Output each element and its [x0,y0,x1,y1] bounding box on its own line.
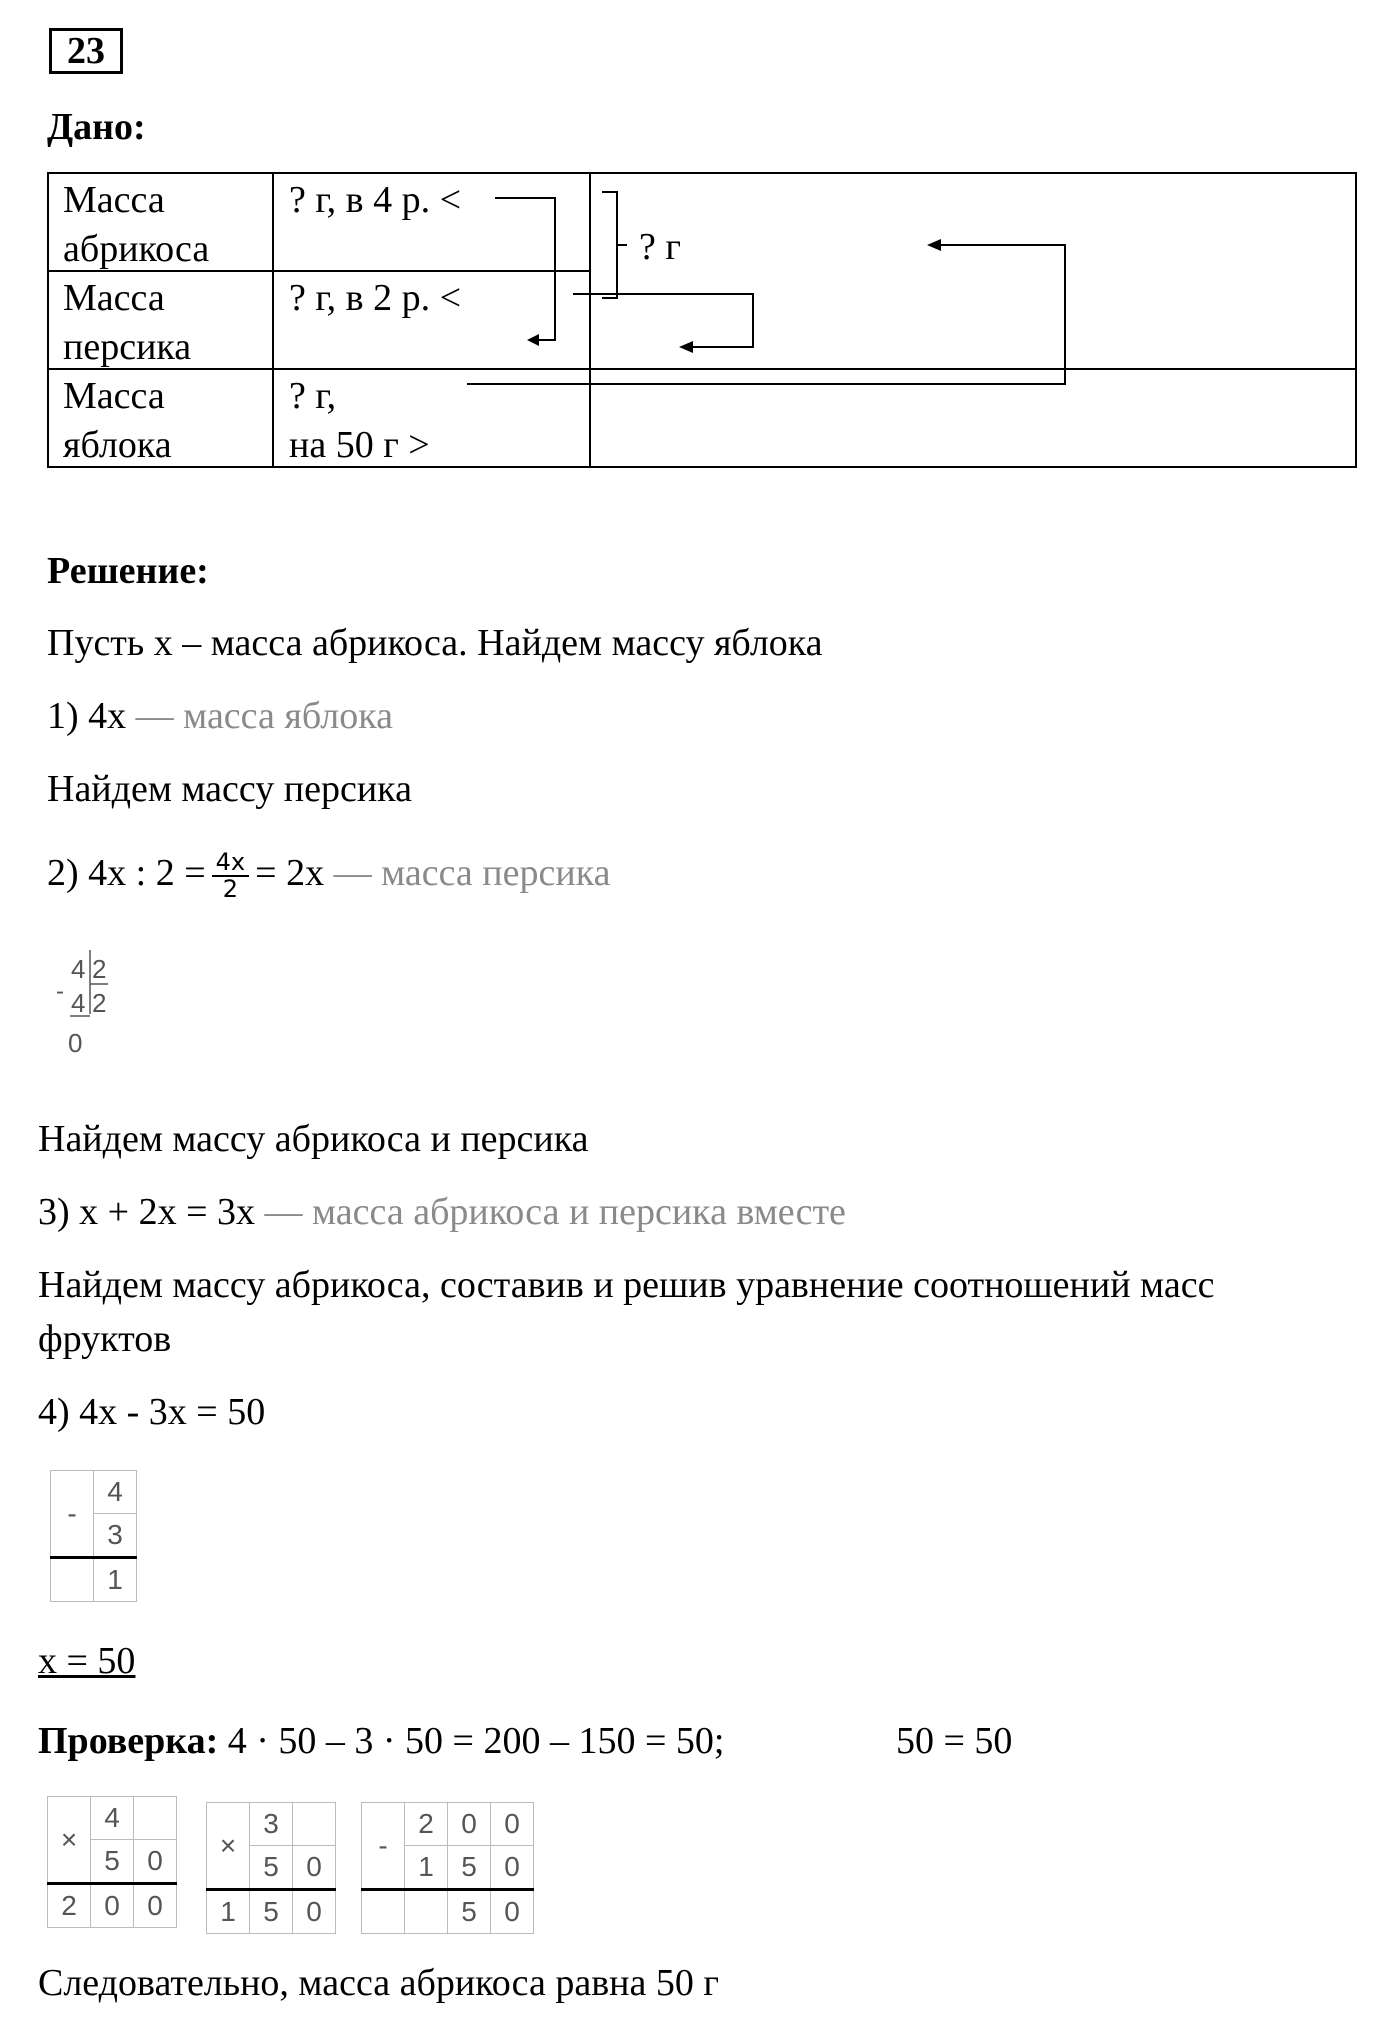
row-peach-value: ? г, в 2 р. < [289,277,462,319]
grid-cell: 1 [207,1890,250,1934]
grid-cell: 0 [293,1846,336,1890]
row-apple-value: ? г, на 50 г > [289,375,430,466]
grid-cell [405,1890,448,1934]
answer-x: x = 50 [38,1640,136,1682]
solution-line-1: Пусть x – масса абрикоса. Найдем массу яблока [47,622,823,664]
row-peach-label: Масса персика [63,277,192,368]
step-1 [47,697,393,735]
step-1-expr: 1) 4x [47,695,127,737]
step-2-expr: 2) 4x : 2 = [47,851,206,894]
step-1-note: — масса яблока [135,695,393,737]
grid-cell: 0 [491,1803,534,1846]
divisor-digit: 2 [92,954,107,984]
grid-cell [134,1797,177,1840]
grid-cell: 5 [250,1890,293,1934]
arrow-head-icon [927,239,941,251]
step-2-note: — масса персика [333,851,611,894]
conclusion: Следовательно, масса абрикоса равна 50 г [38,1962,719,2004]
multiplication-grid-1 [47,1796,177,1928]
step-2-result: = 2x [255,851,325,894]
grid-cell: 5 [250,1846,293,1890]
grid-cell: 2 [48,1884,91,1928]
grid-cell [293,1803,336,1846]
check-label: Проверка: [38,1720,219,1762]
grid-cell: 5 [448,1846,491,1890]
grid-cell: 5 [91,1840,134,1884]
division-sign: - [56,978,64,1005]
given-heading: Дано: [47,106,146,148]
check-equality: 50 = 50 [896,1720,1013,1762]
long-division [56,950,116,1060]
subtraction-grid-2 [361,1802,534,1934]
solution-line-4b: фруктов [38,1318,172,1360]
grid-cell: 1 [94,1558,137,1602]
solution-heading: Решение: [47,550,209,592]
minus-sign: - [51,1471,94,1558]
check-line [38,1722,724,1760]
subtraction-grid [50,1470,137,1602]
grid-cell: 0 [293,1890,336,1934]
grid-cell: 2 [405,1803,448,1846]
row-apricot-label: Масса абрикоса [63,179,210,270]
step-3-expr: 3) x + 2x = 3x [38,1191,256,1233]
subtrahend-digit: 4 [71,988,86,1018]
step-2 [47,850,610,902]
row-apple-label: Масса яблока [63,375,172,466]
grid-cell: 0 [448,1803,491,1846]
solution-line-3: Найдем массу абрикоса и персика [38,1118,589,1160]
minus-sign: - [362,1803,405,1890]
given-table [47,172,1357,468]
solution-line-4a: Найдем массу абрикоса, составив и решив уравнение соотношений масс [38,1264,1215,1306]
solution-line-2: Найдем массу персика [47,768,412,810]
multiplication-grid-2 [206,1802,336,1934]
step-4: 4) 4x - 3x = 50 [38,1391,266,1433]
step-2-fraction: $\frac{4x}{2}$ [212,850,249,902]
row-apricot-value: ? г, в 4 р. < [289,179,462,221]
check-expression: 4 · 50 – 3 · 50 = 200 – 150 = 50; [227,1720,725,1762]
grid-cell: 1 [405,1846,448,1890]
grid-cell: 0 [91,1884,134,1928]
brace-label: ? г [639,226,681,268]
grid-cell: 5 [448,1890,491,1934]
grid-cell: 0 [491,1846,534,1890]
grid-cell: 0 [134,1840,177,1884]
grid-cell: 4 [91,1797,134,1840]
dividend-digit: 4 [71,954,86,984]
step-3 [38,1193,846,1231]
grid-cell: 3 [250,1803,293,1846]
quotient-digit: 2 [92,988,107,1018]
arrow-head-icon [527,334,539,346]
grid-cell: 0 [491,1890,534,1934]
grid-cell: 4 [94,1471,137,1514]
step-3-note: — масса абрикоса и персика вместе [264,1191,846,1233]
arrow-head-icon [679,341,693,353]
remainder-digit: 0 [68,1028,83,1058]
brace-icon [602,192,617,298]
times-sign: × [48,1797,91,1884]
problem-number: 23 [49,28,123,74]
grid-cell: 0 [134,1884,177,1928]
grid-cell: 3 [94,1514,137,1558]
times-sign: × [207,1803,250,1890]
